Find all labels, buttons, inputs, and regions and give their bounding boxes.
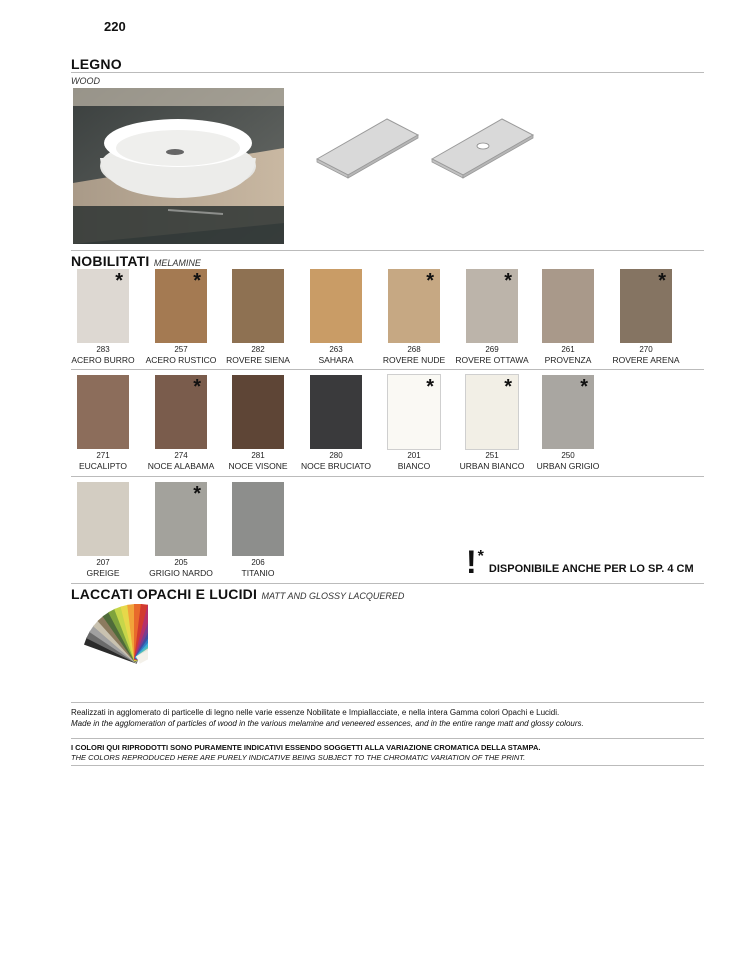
swatch-261	[542, 269, 594, 343]
swatch-name: GREIGE	[86, 568, 120, 578]
swatch-257	[155, 269, 207, 343]
swatch-name: ROVERE OTTAWA	[455, 355, 529, 365]
divider	[71, 738, 704, 739]
section-subtitle-melamine: MELAMINE	[153, 258, 201, 268]
swatch-code: 274	[174, 451, 188, 460]
swatch-263	[310, 269, 362, 343]
swatch-name: SAHARA	[318, 355, 354, 365]
disclaimer-italian: I COLORI QUI RIPRODOTTI SONO PURAMENTE INDICATIVI ESSENDO SOGGETTI ALLA VARIAZIONE CROMATICA DELLA STAMPA.	[71, 743, 541, 752]
asterisk-icon: *	[504, 270, 512, 292]
swatch-251	[466, 375, 518, 449]
swatch-code: 261	[561, 345, 575, 354]
availability-notice	[466, 546, 694, 578]
swatch-name: GRIGIO NARDO	[149, 568, 213, 578]
swatch-name: ROVERE SIENA	[226, 355, 290, 365]
asterisk-icon: *	[193, 376, 201, 398]
disclaimer-english: THE COLORS REPRODUCED HERE ARE PURELY INDICATIVE BEING SUBJECT TO THE CHROMATIC VARIATION OF THE PRINT.	[71, 753, 526, 762]
divider	[71, 765, 704, 766]
swatch-name: PROVENZA	[544, 355, 592, 365]
swatch-282	[232, 269, 284, 343]
swatch-name: BIANCO	[397, 461, 431, 471]
swatch-name: URBAN GRIGIO	[536, 461, 600, 471]
swatch-206	[232, 482, 284, 556]
availability-notice-text: DISPONIBILE ANCHE PER LO SP. 4 CM	[488, 563, 694, 575]
color-fan-deck-image	[76, 604, 148, 664]
swatch-270	[620, 269, 672, 343]
swatch-code: 281	[251, 451, 265, 460]
worktop-plain-drawing	[315, 115, 421, 181]
swatch-274	[155, 375, 207, 449]
swatch-201	[388, 375, 440, 449]
swatch-code: 282	[251, 345, 265, 354]
asterisk-icon: *	[477, 548, 484, 565]
asterisk-icon: *	[115, 270, 123, 292]
swatch-207	[77, 482, 129, 556]
divider	[71, 369, 704, 370]
divider	[71, 702, 704, 703]
worktop-with-hole-drawing	[430, 115, 536, 181]
swatch-code: 269	[485, 345, 499, 354]
washbasin-product-photo	[73, 88, 284, 244]
swatch-name: ROVERE NUDE	[382, 355, 446, 365]
swatch-code: 201	[407, 451, 421, 460]
swatch-name: URBAN BIANCO	[459, 461, 525, 471]
swatch-code: 251	[485, 451, 499, 460]
swatch-205	[155, 482, 207, 556]
swatch-code: 280	[329, 451, 343, 460]
swatch-271	[77, 375, 129, 449]
divider	[71, 250, 704, 251]
swatch-name: ROVERE ARENA	[612, 355, 680, 365]
section-title-legno: LEGNO	[71, 56, 122, 72]
asterisk-icon: *	[193, 270, 201, 292]
page-number: 220	[104, 19, 126, 34]
swatch-code: 206	[251, 558, 265, 567]
swatch-name: NOCE ALABAMA	[147, 461, 215, 471]
divider	[71, 476, 704, 477]
swatch-name: EUCALIPTO	[78, 461, 128, 471]
section-title-nobilitati: NOBILITATI	[71, 253, 150, 269]
swatch-283	[77, 269, 129, 343]
swatch-280	[310, 375, 362, 449]
swatch-name: TITANIO	[241, 568, 275, 578]
swatch-code: 257	[174, 345, 188, 354]
section-subtitle-wood: WOOD	[71, 76, 100, 86]
swatch-code: 271	[96, 451, 110, 460]
asterisk-icon: *	[504, 376, 512, 398]
asterisk-icon: *	[658, 270, 666, 292]
section-title-laccati: LACCATI OPACHI E LUCIDI	[71, 586, 258, 602]
swatch-name: NOCE BRUCIATO	[300, 461, 372, 471]
asterisk-icon: *	[426, 270, 434, 292]
swatch-268	[388, 269, 440, 343]
asterisk-icon: *	[580, 376, 588, 398]
swatch-code: 283	[96, 345, 110, 354]
swatch-250	[542, 375, 594, 449]
asterisk-icon: *	[426, 376, 434, 398]
divider	[71, 72, 704, 73]
divider	[71, 583, 704, 584]
swatch-code: 207	[96, 558, 110, 567]
swatch-name: ACERO BURRO	[71, 355, 135, 365]
swatch-269	[466, 269, 518, 343]
description-italian: Realizzati in agglomerato di particelle di legno nelle varie essenze Nobilitate e Impiallacciate, e nella intera Gamma colori Opachi e Lucidi.	[71, 708, 560, 717]
swatch-281	[232, 375, 284, 449]
swatch-code: 205	[174, 558, 188, 567]
swatch-name: NOCE VISONE	[228, 461, 288, 471]
section-subtitle-lacquered: MATT AND GLOSSY LACQUERED	[261, 591, 405, 601]
swatch-code: 250	[561, 451, 575, 460]
asterisk-icon: *	[193, 483, 201, 505]
description-english: Made in the agglomeration of particles of wood in the various melamine and veneered essences, and in the entire range matt and glossy colours.	[71, 719, 584, 728]
section-header-laccati	[71, 586, 404, 604]
swatch-code: 270	[639, 345, 653, 354]
swatch-name: ACERO RUSTICO	[145, 355, 217, 365]
swatch-code: 263	[329, 345, 343, 354]
swatch-code: 268	[407, 345, 421, 354]
exclamation-icon: !	[466, 544, 477, 580]
